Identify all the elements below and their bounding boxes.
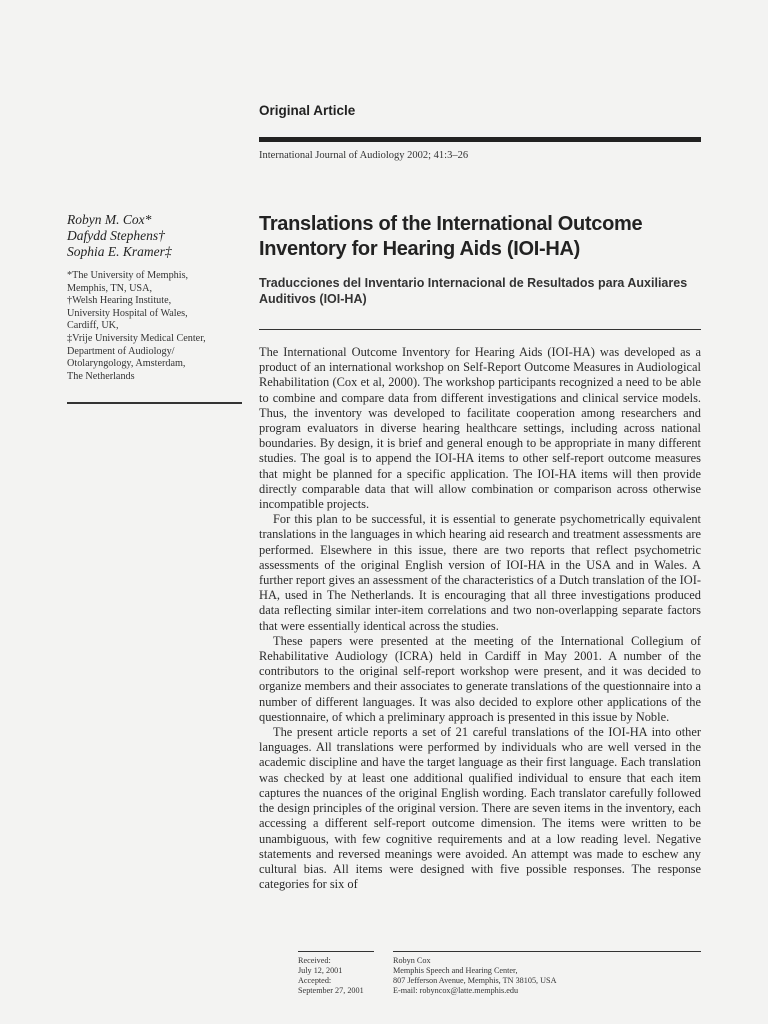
footer-rule-contact <box>393 951 701 952</box>
received-accepted-dates <box>298 956 364 996</box>
contact-line: 807 Jefferson Avenue, Memphis, TN 38105, USA <box>393 975 557 985</box>
body-paragraph: The International Outcome Inventory for Hearing Aids (IOI-HA) was developed as a product of an international workshop on Self-Report Outcome Measures in Audiological Rehabilitation (Cox et al, 2000). The workshop participants recognized a need to be able to combine and compare data from different investigations and clinical service models. Thus, the inventory was developed to facilitate cooperation among researchers and program evaluators in diverse hearing healthcare settings, including across national boundaries. By design, it is brief and general enough to be appropriate in many different studies. The goal is to append the IOI-HA items to other self-report outcome measures that might be planned for a specific application. The IOI-HA items will then provide directly comparable data that will allow combination or comparison across otherwise incompatible projects. <box>259 345 701 512</box>
affiliation-line: Department of Audiology/ <box>67 345 175 357</box>
contact-line: Robyn Cox <box>393 956 431 965</box>
footer-rule-dates <box>298 951 374 952</box>
contact-email: E-mail: robyncox@latte.memphis.edu <box>393 985 519 995</box>
affiliation-line: †Welsh Hearing Institute, <box>67 295 172 307</box>
date-line: September 27, 2001 <box>298 985 364 995</box>
author-name: Robyn M. Cox* <box>67 212 152 227</box>
affiliation-line: The Netherlands <box>67 370 135 382</box>
journal-citation: International Journal of Audiology 2002; 41:3–26 <box>259 150 469 161</box>
title-rule <box>259 329 701 330</box>
correspondence-address <box>393 956 557 996</box>
affiliation-line: Otolaryngology, Amsterdam, <box>67 358 186 370</box>
article-subtitle-spanish: Traducciones del Inventario Internacional de Resultados para Auxiliares Auditivos (IOI-HA) <box>259 276 688 306</box>
date-line: Accepted: <box>298 975 332 985</box>
date-line: July 12, 2001 <box>298 965 343 975</box>
body-paragraph: These papers were presented at the meeting of the International Collegium of Rehabilitative Audiology (ICRA) held in Cardiff in May 2001. A number of the contributors to the original self-report workshop were present, and it was decided to organize members and their associates to generate translations of the questionnaire into a number of different languages. It was also decided to explore other applications of the questionnaire, of which a preliminary approach is presented in this issue by Noble. <box>259 633 701 724</box>
section-label: Original Article <box>259 103 356 118</box>
body-paragraph: For this plan to be successful, it is essential to generate psychometrically equivalent translations in the languages in which hearing aid research and treatment assessments are performed. Elsewhere in this issue, there are two reports that reflect psychometric assessments of the original English version of IOI-HA in the USA and in Wales. A further report gives an assessment of the characteristics of a Dutch translation of the IOI-HA, used in The Netherlands. It is encouraging that all three investigations produced data reflecting similar inter-item correlations and two non-overlapping separate factors that were essentially identical across the studies. <box>259 512 701 633</box>
affiliation-line: University Hospital of Wales, <box>67 307 188 319</box>
date-line: Received: <box>298 956 331 965</box>
author-list <box>67 212 172 260</box>
contact-line: Memphis Speech and Hearing Center, <box>393 965 518 975</box>
affiliation-line: Cardiff, UK, <box>67 320 119 332</box>
author-name: Dafydd Stephens† <box>67 228 165 243</box>
body-paragraph: The present article reports a set of 21 careful translations of the IOI-HA into other languages. All translations were performed by individuals who are well versed in the academic discipline and have the target language as their first language. Each translation was checked by at least one additional qualified individual to ensure that each item captures the nuances of the original English wording. Each translator carefully followed the design principles of the original version. There are seven items in the inventory, each accessing a different self-report outcome dimension. The items were written to be unambiguous, with few cognitive requirements and at a low reading level. Negative statements and reversed meanings were avoided. An attempt was made to eschew any cultural bias. All items were designed with five possible responses. The response categories for six of <box>259 725 701 892</box>
author-name: Sophia E. Kramer‡ <box>67 244 172 259</box>
affiliation-rule <box>67 402 242 404</box>
header-rule <box>259 137 701 142</box>
affiliation-line: *The University of Memphis, <box>67 270 189 281</box>
affiliation-line: Memphis, TN, USA, <box>67 282 152 294</box>
article-title: Translations of the International Outcome Inventory for Hearing Aids (IOI-HA) <box>259 213 643 260</box>
affiliation-list <box>67 270 242 383</box>
affiliation-line: ‡Vrije University Medical Center, <box>67 332 206 344</box>
article-body <box>259 345 701 892</box>
